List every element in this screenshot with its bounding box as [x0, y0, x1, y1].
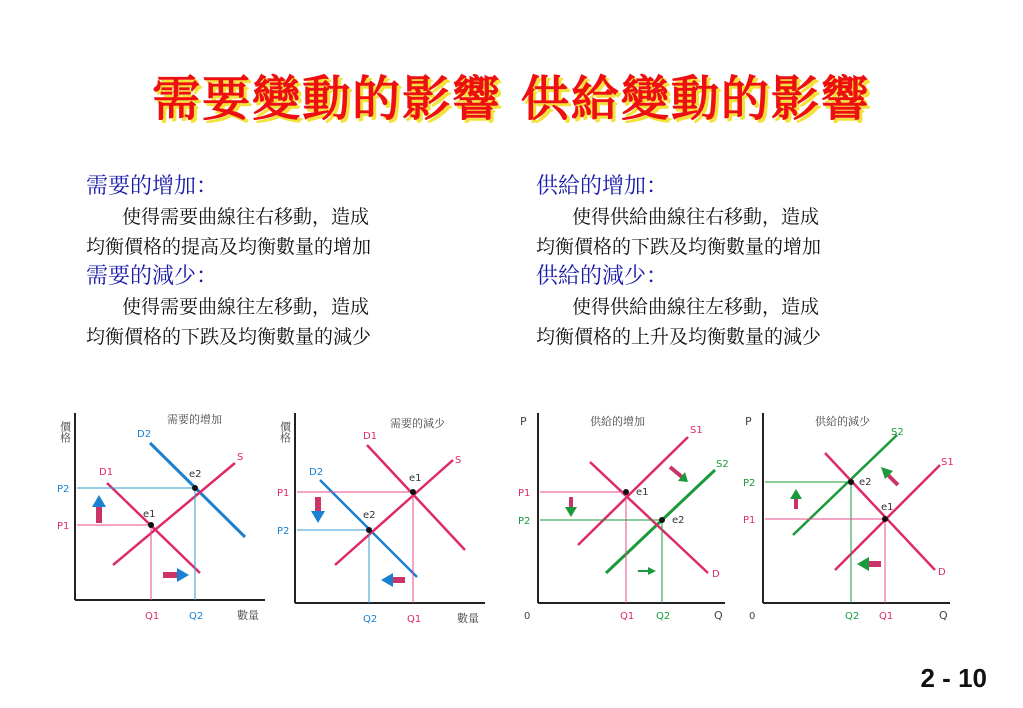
supply-increase-line1: 使得供給曲線往右移動，造成	[572, 206, 820, 228]
label-d2: D2	[309, 467, 324, 478]
page-number: 2 - 10	[920, 663, 987, 693]
label-p1: P1	[277, 488, 290, 499]
supply-shift-arrow-icon	[881, 467, 898, 485]
demand-decrease-graph	[275, 405, 490, 630]
graph-title: 供給的減少	[815, 415, 870, 428]
supply-increase-heading: 供給的增加：	[536, 174, 669, 199]
equilibrium-e2	[659, 517, 665, 523]
page-title: 需要變動的影響 供給變動的影響	[152, 71, 871, 127]
label-p2: P2	[277, 526, 290, 537]
quantity-left-arrow-icon	[857, 557, 881, 571]
x-axis-label: Q	[939, 609, 948, 622]
label-p1: P1	[743, 515, 756, 526]
y-axis-label: 價格	[278, 421, 292, 443]
x-axis-label: 數量	[237, 609, 259, 622]
supply-text-column	[536, 172, 936, 352]
label-s: S	[455, 455, 462, 466]
label-origin: 0	[524, 611, 531, 622]
label-q2: Q2	[845, 611, 860, 622]
label-p1: P1	[518, 488, 531, 499]
shift-left-arrow-icon	[381, 573, 405, 587]
label-q1: Q1	[407, 614, 422, 625]
graph-title: 供給的增加	[590, 415, 645, 428]
label-s1: S1	[941, 457, 954, 468]
label-p2: P2	[518, 516, 531, 527]
label-e1: e1	[881, 502, 894, 513]
price-up-arrow-icon	[790, 489, 802, 509]
supply-shift-arrow-icon	[670, 467, 688, 482]
label-s: S	[237, 452, 244, 463]
demand-increase-graph	[55, 405, 270, 630]
label-e1: e1	[636, 487, 649, 498]
label-d: D	[712, 569, 720, 580]
label-e1: e1	[143, 509, 156, 520]
label-origin: 0	[749, 611, 756, 622]
y-axis-label: 價格	[58, 421, 72, 443]
quantity-right-arrow-icon	[638, 567, 656, 575]
supply-curve-s	[113, 463, 235, 565]
x-axis-label: Q	[714, 609, 723, 622]
equilibrium-e1	[882, 516, 888, 522]
demand-increase-line2: 均衡價格的提高及均衡數量的增加	[86, 236, 372, 258]
label-e2: e2	[672, 515, 685, 526]
demand-increase-heading: 需要的增加：	[86, 174, 219, 199]
label-d2: D2	[137, 429, 152, 440]
graph-title: 需要的減少	[390, 417, 445, 430]
label-e1: e1	[409, 473, 422, 484]
equilibrium-e2	[848, 479, 854, 485]
label-d1: D1	[99, 467, 114, 478]
label-e2: e2	[363, 510, 376, 521]
equilibrium-e1	[623, 489, 629, 495]
label-e2: e2	[189, 469, 202, 480]
label-d: D	[938, 567, 946, 578]
supply-decrease-heading: 供給的減少：	[536, 264, 669, 289]
equilibrium-e1	[410, 489, 416, 495]
equilibrium-e2	[366, 527, 372, 533]
y-axis-label: P	[520, 415, 527, 428]
label-s2: S2	[716, 459, 729, 470]
shift-right-arrow-icon	[163, 568, 189, 582]
label-p2: P2	[57, 484, 70, 495]
label-s1: S1	[690, 425, 703, 436]
demand-decrease-line1: 使得需要曲線往左移動，造成	[122, 296, 370, 318]
label-s2: S2	[891, 427, 904, 438]
graph-title: 需要的增加	[167, 413, 222, 426]
equilibrium-e1	[148, 522, 154, 528]
label-q2: Q2	[656, 611, 671, 622]
supply-increase-line2: 均衡價格的下跌及均衡數量的增加	[536, 236, 822, 258]
demand-decrease-heading: 需要的減少：	[86, 264, 219, 289]
label-p2: P2	[743, 478, 756, 489]
supply-decrease-line1: 使得供給曲線往左移動，造成	[572, 296, 820, 318]
price-down-arrow-icon	[565, 497, 577, 517]
label-q2: Q2	[189, 611, 204, 622]
x-axis-label: 數量	[457, 612, 479, 625]
equilibrium-e2	[192, 485, 198, 491]
demand-curve-d	[825, 453, 935, 570]
label-q1: Q1	[879, 611, 894, 622]
label-e2: e2	[859, 477, 872, 488]
supply-increase-graph	[510, 405, 735, 630]
label-q2: Q2	[363, 614, 378, 625]
supply-decrease-graph	[735, 405, 960, 630]
supply-curve-s2	[793, 435, 897, 535]
demand-decrease-line2: 均衡價格的下跌及均衡數量的減少	[86, 326, 372, 348]
supply-decrease-line2: 均衡價格的上升及均衡數量的減少	[536, 326, 822, 348]
label-q1: Q1	[145, 611, 160, 622]
demand-text-column	[86, 172, 486, 352]
label-p1: P1	[57, 521, 70, 532]
y-axis-label: P	[745, 415, 752, 428]
demand-increase-line1: 使得需要曲線往右移動，造成	[122, 206, 370, 228]
label-d1: D1	[363, 431, 378, 442]
supply-curve-s1	[578, 437, 688, 545]
shift-down-arrow-icon	[311, 497, 325, 523]
label-q1: Q1	[620, 611, 635, 622]
shift-up-arrow-icon	[92, 495, 106, 523]
